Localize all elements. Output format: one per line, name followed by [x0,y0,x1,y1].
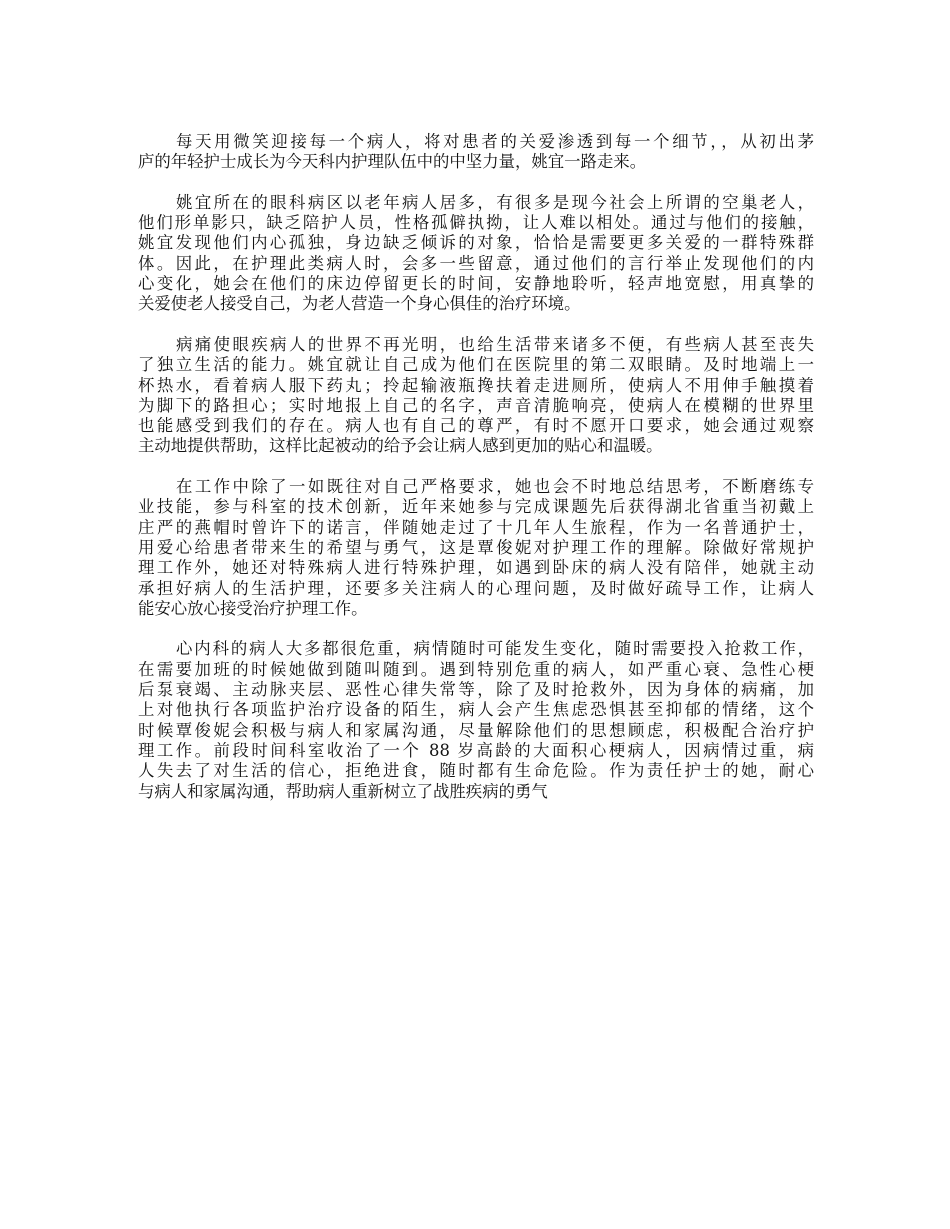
text-line: 体。因此，在护理此类病人时，会多一些留意，通过他们的言行举止发现他们的内 [138,253,814,273]
paragraph-5 [138,639,814,801]
text-line: 用爱心给患者带来生的希望与勇气，这是覃俊妮对护理工作的理解。除做好常规护 [138,537,814,557]
text-line: 为脚下的路担心；实时地报上自己的名字，声音清脆响亮，使病人在模糊的世界里 [138,395,814,415]
text-line: 庐的年轻护士成长为今天科内护理队伍中的中坚力量，姚宜一路走来。 [138,152,647,172]
paragraph-3 [138,335,814,457]
text-line: 承担好病人的生活护理，还要多关注病人的心理问题，及时做好疏导工作，让病人 [138,578,814,598]
text-line: 也能感受到我们的存在。病人也有自己的尊严，有时不愿开口要求，她会通过观察 [138,416,814,436]
text-line: 心变化，她会在他们的床边停留更长的时间，安静地聆听，轻声地宽慰，用真挚的 [138,274,814,294]
text-line: 杯热水，看着病人服下药丸；拎起输液瓶搀扶着走进厕所，使病人不用伸手触摸着 [138,375,814,395]
paragraph-2 [138,193,814,315]
text-line: 与病人和家属沟通，帮助病人重新树立了战胜疾病的勇气 [138,781,548,801]
text-line: 时候覃俊妮会积极与病人和家属沟通，尽量解除他们的思想顾虑，积极配合治疗护 [138,720,814,740]
text-line: 业技能，参与科室的技术创新，近年来她参与完成课题先后获得湖北省重当初戴上 [138,497,814,517]
text-line: 姚宜所在的眼科病区以老年病人居多，有很多是现今社会上所谓的空巢老人， [176,192,814,212]
text-line: 他们形单影只，缺乏陪护人员，性格孤僻执拗，让人难以相处。通过与他们的接触， [138,213,814,233]
paragraph-1 [138,132,814,173]
text-line: 后泵衰竭、主动脉夹层、恶性心律失常等，除了及时抢救外，因为身体的病痛，加 [138,680,814,700]
text-line: 理工作外，她还对特殊病人进行特殊护理，如遇到卧床的病人没有陪伴，她就主动 [138,558,814,578]
text-line: 理工作。前段时间科室收治了一个 88 岁高龄的大面积心梗病人，因病情过重，病 [138,740,814,760]
text-line: 能安心放心接受治疗护理工作。 [138,598,368,618]
text-line: 在需要加班的时候她做到随叫随到。遇到特别危重的病人，如严重心衰、急性心梗 [138,659,814,679]
text-line: 庄严的燕帽时曾许下的诺言，伴随她走过了十几年人生旅程，作为一名普通护士， [138,517,814,537]
paragraph-4 [138,477,814,619]
text-line: 了独立生活的能力。姚宜就让自己成为他们在医院里的第二双眼睛。及时地端上一 [138,355,814,375]
text-line: 关爱使老人接受自己，为老人营造一个身心俱佳的治疗环境。 [138,294,581,314]
text-line: 主动地提供帮助，这样比起被动的给予会让病人感到更加的贴心和温暖。 [138,436,663,456]
document-body [138,132,814,802]
text-line: 人失去了对生活的信心，拒绝进食，随时都有生命危险。作为责任护士的她，耐心 [138,761,814,781]
text-line: 上对他执行各项监护治疗设备的陌生，病人会产生焦虑恐惧甚至抑郁的情绪，这个 [138,700,814,720]
text-line: 每天用微笑迎接每一个病人，将对患者的关爱渗透到每一个细节，，从初出茅 [176,132,814,151]
text-line: 病痛使眼疾病人的世界不再光明，也给生活带来诸多不便，有些病人甚至丧失 [176,334,814,354]
text-line: 在工作中除了一如既往对自己严格要求，她也会不时地总结思考，不断磨练专 [176,477,814,497]
text-line: 心内科的病人大多都很危重，病情随时可能发生变化，随时需要投入抢救工作， [176,639,814,659]
text-line: 姚宜发现他们内心孤独，身边缺乏倾诉的对象，恰恰是需要更多关爱的一群特殊群 [138,233,814,253]
